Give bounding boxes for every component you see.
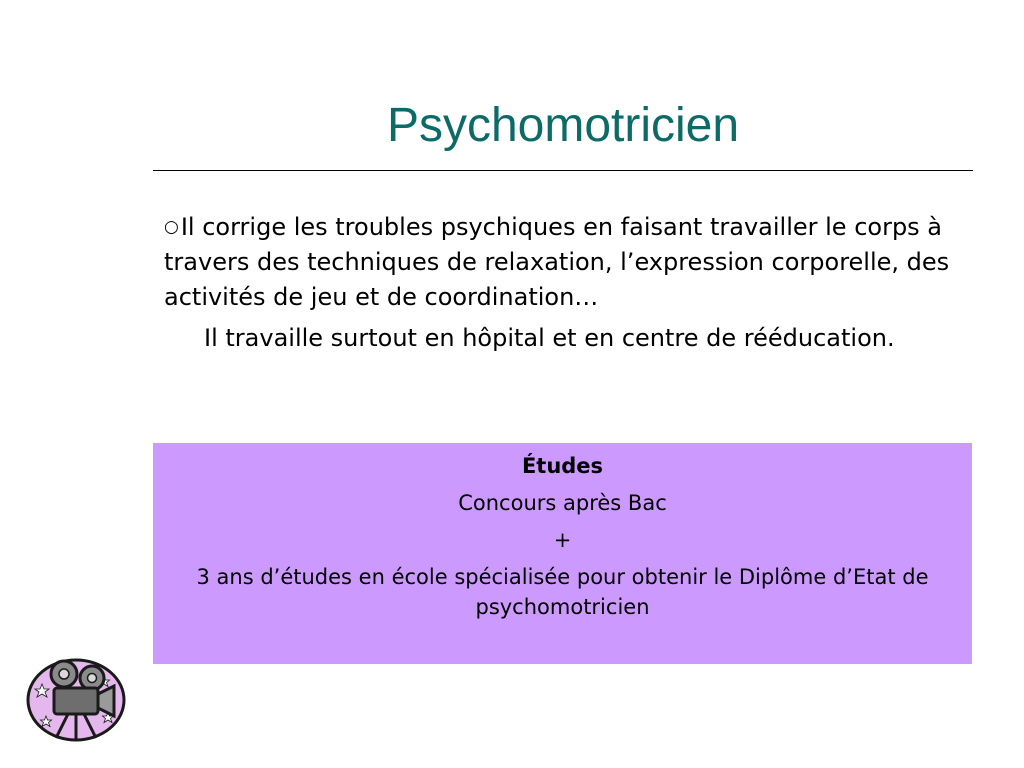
etudes-plus: + — [553, 528, 572, 552]
etudes-box — [153, 443, 972, 664]
etudes-heading: Études — [521, 454, 604, 478]
etudes-line-concours: Concours après Bac — [458, 491, 667, 515]
film-camera-icon — [24, 654, 128, 744]
slide-body — [164, 210, 964, 356]
bullet-text: Il corrige les troubles psychiques en faisant travailler le corps à travers des techniques de relaxation, l’expression corporelle, des activités de jeu et de coordination… — [164, 213, 950, 311]
bullet-marker: ○ — [164, 217, 179, 237]
sub-paragraph: Il travaille surtout en hôpital et en centre de rééducation. — [204, 324, 895, 352]
bullet-paragraph — [164, 210, 964, 315]
title-divider — [153, 170, 973, 171]
etudes-line-diplome: 3 ans d’études en école spécialisée pour obtenir le Diplôme d’Etat de psychomotricien — [196, 565, 929, 619]
slide-title: Psychomotricien — [386, 99, 740, 152]
